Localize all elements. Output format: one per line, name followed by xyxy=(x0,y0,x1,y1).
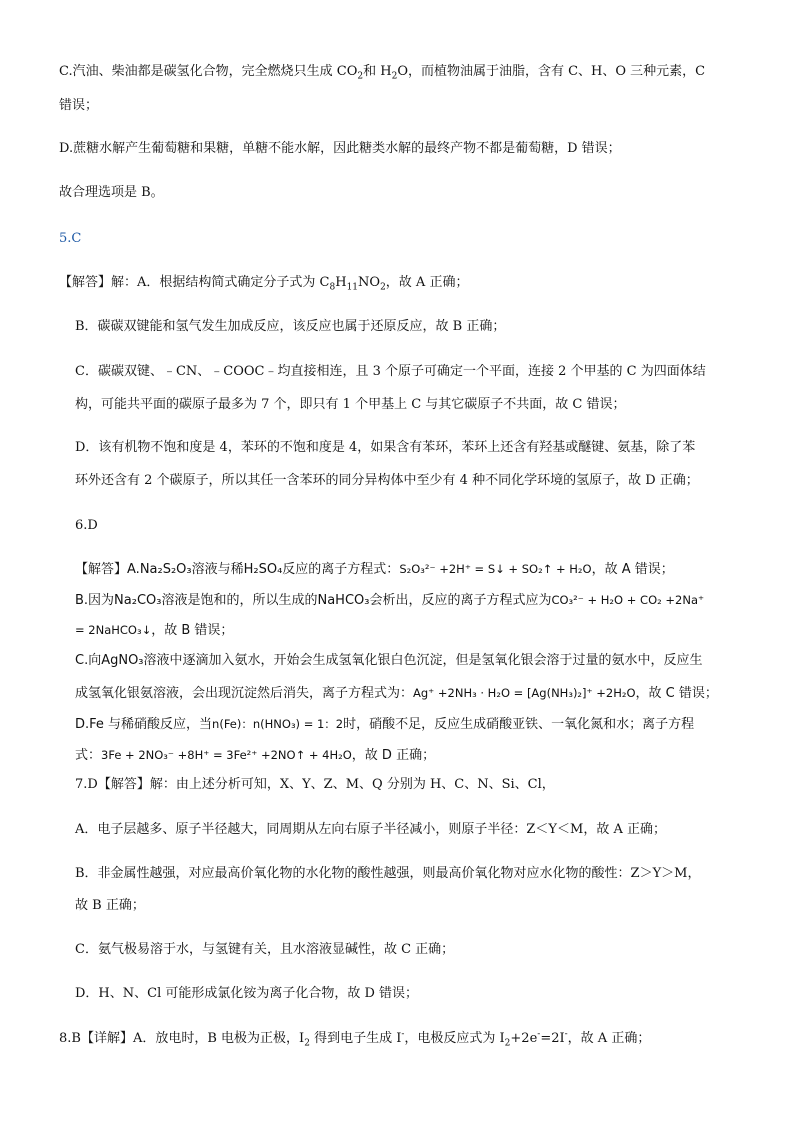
q4-option-d: D.蔗糖水解产生葡萄糖和果糖，单糖不能水解，因此糖类水解的最终产物不都是葡萄糖，D 错误； xyxy=(59,141,621,156)
q6-number: 6.D xyxy=(75,518,98,533)
q8-option-a: 8.B【详解】A．放电时，B 电极为正极，$I_2$ 得到电子生成 I-，电极反应式为 $I_2+2e^-=2I^-$，故 A 正确； xyxy=(59,1029,651,1049)
q6-option-b-line2: = 2NaHCO₃↓，故 B 错误； xyxy=(75,623,234,638)
q5-option-d-line1: D．该有机物不饱和度是 4，苯环的不饱和度是 4，如果含有苯环，苯环上还含有羟基或醚键、氨基，除了苯 xyxy=(75,440,696,455)
answer-tag: 【详解】 xyxy=(80,1031,133,1046)
q7-option-b-line1: B．非金属性越强，对应最高价氧化物的水化物的酸性越强，则最高价氧化物对应水化物的酸性：Z＞Y＞M， xyxy=(75,866,701,881)
q5-option-c-line1: C．碳碳双键、﹣CN、﹣COOC﹣均直接相连，且 3 个原子可确定一个平面，连接 2 个甲基的 C 为四面体结 xyxy=(75,364,706,379)
equation: n(Fe)：n(HNO₃) = 1：2 xyxy=(212,717,344,731)
q5-option-c-line2: 构，可能共平面的碳原子最多为 7 个，即只有 1 个甲基上 C 与其它碳原子不共面，故 C 错误； xyxy=(75,397,626,412)
q8-number: 8.B xyxy=(59,1031,81,1046)
q6-option-c-line1: C.向AgNO₃溶液中逐滴加入氨水，开始会生成氢氧化银白色沉淀，但是氢氧化银会溶于过量的氨水中，反应生 xyxy=(75,653,703,668)
q5-number: 5.C xyxy=(59,231,82,246)
answer-tag: 【解答】 xyxy=(59,275,112,290)
q4-option-c-line2: 错误； xyxy=(59,98,99,113)
q6-option-c-line2: 成氢氧化银氨溶液，会出现沉淀然后消失，离子方程式为：Ag⁺ +2NH₃ · H₂O = [Ag(NH₃)₂]⁺ +2H₂O，故 C 错误； xyxy=(75,686,718,701)
equation: = 2NaHCO₃↓ xyxy=(75,623,152,637)
equation: Ag⁺ +2NH₃ · H₂O = [Ag(NH₃)₂]⁺ +2H₂O xyxy=(413,686,636,700)
q7-number: 7.D xyxy=(75,777,98,792)
q6-option-a: 【解答】A.Na₂S₂O₃溶液与稀H₂SO₄反应的离子方程式：S₂O₃²⁻ +2H⁺ = S↓ + SO₂↑ + H₂O，故 A 错误； xyxy=(75,562,674,577)
q5-option-b: B．碳碳双键能和氢气发生加成反应，该反应也属于还原反应，故 B 正确； xyxy=(75,319,506,334)
equation: S₂O₃²⁻ +2H⁺ = S↓ + SO₂↑ + H₂O xyxy=(399,562,592,576)
q6-option-d-line1: D.Fe 与稀硝酸反应，当n(Fe)：n(HNO₃) = 1：2时，硝酸不足，反应生成硝酸亚铁、一氧化氮和水；离子方程 xyxy=(75,717,695,732)
q7-intro: 7.D【解答】解：由上述分析可知，X、Y、Z、M、Q 分别为 H、C、N、Si、Cl， xyxy=(75,777,555,792)
q7-option-b-line2: 故 B 正确； xyxy=(75,898,145,913)
answer-tag: 【解答】 xyxy=(97,777,150,792)
q5-option-d-line2: 环外还含有 2 个碳原子，所以其任一含苯环的同分异构体中至少有 4 种不同化学环境的氢原子，故 D 正确； xyxy=(75,473,699,488)
q6-option-d-line2: 式：3Fe + 2NO₃⁻ +8H⁺ = 3Fe²⁺ +2NO↑ + 4H₂O，故 D 正确； xyxy=(75,748,436,763)
equation: CO₃²⁻ + H₂O + CO₂ +2Na⁺ xyxy=(551,593,705,607)
q7-option-a: A．电子层越多、原子半径越大，同周期从左向右原子半径减小，则原子半径：Z＜Y＜M，故 A 正确； xyxy=(75,822,666,837)
answer-tag: 【解答】 xyxy=(75,562,128,577)
equation: 3Fe + 2NO₃⁻ +8H⁺ = 3Fe²⁺ +2NO↑ + 4H₂O xyxy=(101,748,352,762)
q5-option-a: 【解答】解：A．根据结构简式确定分子式为 $C_8H_{11}NO_2$，故 A 正确； xyxy=(59,275,469,293)
q7-option-d: D．H、N、Cl 可能形成氯化铵为离子化合物，故 D 错误； xyxy=(75,986,419,1001)
q7-option-c: C．氨气极易溶于水，与氢键有关，且水溶液显碱性，故 C 正确； xyxy=(75,942,455,957)
q4-conclusion: 故合理选项是 B。 xyxy=(59,185,164,200)
q6-option-b-line1: B.因为Na₂CO₃溶液是饱和的，所以生成的NaHCO₃会析出，反应的离子方程式应为CO₃²⁻ + H₂O + CO₂ +2Na⁺ xyxy=(75,593,705,608)
q4-option-c-line1: C.汽油、柴油都是碳氢化合物，完全燃烧只生成 $CO_2$和 $H_2O$，而植物油属于油脂，含有 C、H、O 三种元素，C xyxy=(59,64,706,82)
